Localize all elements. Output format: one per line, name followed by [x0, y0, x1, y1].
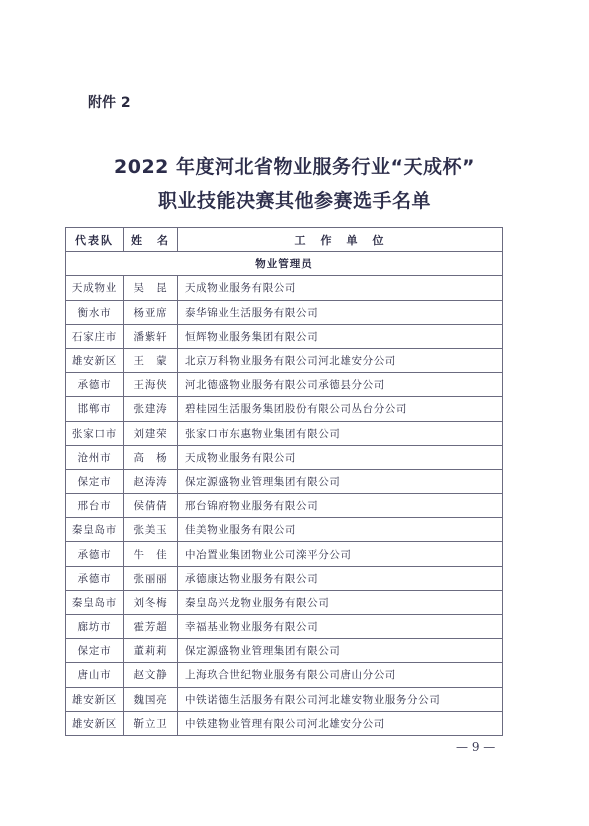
name-cell: 侯倩倩 [124, 494, 178, 518]
table-row [66, 445, 503, 469]
unit-cell: 泰华锦业生活服务有限公司 [178, 300, 503, 324]
table-row [66, 711, 503, 735]
header-unit: 工 作 单 位 [178, 228, 503, 252]
unit-cell: 保定源盛物业管理集团有限公司 [178, 469, 503, 493]
table-row [66, 518, 503, 542]
unit-cell: 张家口市东惠物业集团有限公司 [178, 421, 503, 445]
table-header-row [66, 228, 503, 252]
name-cell: 牛 佳 [124, 542, 178, 566]
table-row [66, 276, 503, 300]
unit-cell: 佳美物业服务有限公司 [178, 518, 503, 542]
team-cell: 承德市 [66, 566, 124, 590]
name-cell: 靳立卫 [124, 711, 178, 735]
name-cell: 吴 昆 [124, 276, 178, 300]
name-cell: 潘紫轩 [124, 324, 178, 348]
unit-cell: 天成物业服务有限公司 [178, 445, 503, 469]
unit-cell: 幸福基业物业服务有限公司 [178, 615, 503, 639]
team-cell: 廊坊市 [66, 615, 124, 639]
table-row [66, 687, 503, 711]
team-cell: 雄安新区 [66, 348, 124, 372]
unit-cell: 河北德盛物业服务有限公司承德县分公司 [178, 373, 503, 397]
unit-cell: 天成物业服务有限公司 [178, 276, 503, 300]
unit-cell: 承德康达物业服务有限公司 [178, 566, 503, 590]
name-cell: 刘冬梅 [124, 590, 178, 614]
name-cell: 张美玉 [124, 518, 178, 542]
unit-cell: 中铁诺德生活服务有限公司河北雄安物业服务分公司 [178, 687, 503, 711]
team-cell: 衡水市 [66, 300, 124, 324]
participant-table [65, 227, 503, 736]
team-cell: 唐山市 [66, 663, 124, 687]
team-cell: 秦皇岛市 [66, 590, 124, 614]
table-row [66, 663, 503, 687]
table-row [66, 590, 503, 614]
team-cell: 邯郸市 [66, 397, 124, 421]
name-cell: 刘建荣 [124, 421, 178, 445]
unit-cell: 北京万科物业服务有限公司河北雄安分公司 [178, 348, 503, 372]
team-cell: 保定市 [66, 639, 124, 663]
team-cell: 雄安新区 [66, 687, 124, 711]
name-cell: 张丽丽 [124, 566, 178, 590]
group-label: 物业管理员 [66, 252, 503, 276]
table-row [66, 397, 503, 421]
table-row [66, 324, 503, 348]
team-cell: 承德市 [66, 542, 124, 566]
name-cell: 董莉莉 [124, 639, 178, 663]
document-title-line1: 2022 年度河北省物业服务行业“天成杯” [114, 156, 475, 178]
unit-cell: 恒辉物业服务集团有限公司 [178, 324, 503, 348]
unit-cell: 秦皇岛兴龙物业服务有限公司 [178, 590, 503, 614]
team-cell: 天成物业 [66, 276, 124, 300]
table-row [66, 615, 503, 639]
unit-cell: 中冶置业集团物业公司滦平分公司 [178, 542, 503, 566]
group-row [66, 252, 503, 276]
team-cell: 石家庄市 [66, 324, 124, 348]
table-row [66, 639, 503, 663]
name-cell: 赵涛涛 [124, 469, 178, 493]
table-row [66, 373, 503, 397]
name-cell: 王海侠 [124, 373, 178, 397]
table-row [66, 300, 503, 324]
name-cell: 张建涛 [124, 397, 178, 421]
team-cell: 张家口市 [66, 421, 124, 445]
name-cell: 杨亚席 [124, 300, 178, 324]
name-cell: 赵文静 [124, 663, 178, 687]
table-row [66, 348, 503, 372]
team-cell: 雄安新区 [66, 711, 124, 735]
unit-cell: 中铁建物业管理有限公司河北雄安分公司 [178, 711, 503, 735]
name-cell: 霍芳超 [124, 615, 178, 639]
unit-cell: 上海玖合世纪物业服务有限公司唐山分公司 [178, 663, 503, 687]
header-name: 姓 名 [124, 228, 178, 252]
table-row [66, 421, 503, 445]
document-title-line2: 职业技能决赛其他参赛选手名单 [157, 190, 431, 212]
team-cell: 秦皇岛市 [66, 518, 124, 542]
name-cell: 王 蒙 [124, 348, 178, 372]
team-cell: 保定市 [66, 469, 124, 493]
table-row [66, 566, 503, 590]
table-row [66, 542, 503, 566]
unit-cell: 邢台锦府物业服务有限公司 [178, 494, 503, 518]
page-number: — 9 — [456, 740, 496, 754]
header-team: 代表队 [66, 228, 124, 252]
attachment-label: 附件 2 [88, 95, 131, 111]
name-cell: 魏国亮 [124, 687, 178, 711]
table-row [66, 469, 503, 493]
team-cell: 邢台市 [66, 494, 124, 518]
unit-cell: 碧桂园生活服务集团股份有限公司丛台分公司 [178, 397, 503, 421]
name-cell: 高 杨 [124, 445, 178, 469]
table-row [66, 494, 503, 518]
team-cell: 沧州市 [66, 445, 124, 469]
team-cell: 承德市 [66, 373, 124, 397]
unit-cell: 保定源盛物业管理集团有限公司 [178, 639, 503, 663]
